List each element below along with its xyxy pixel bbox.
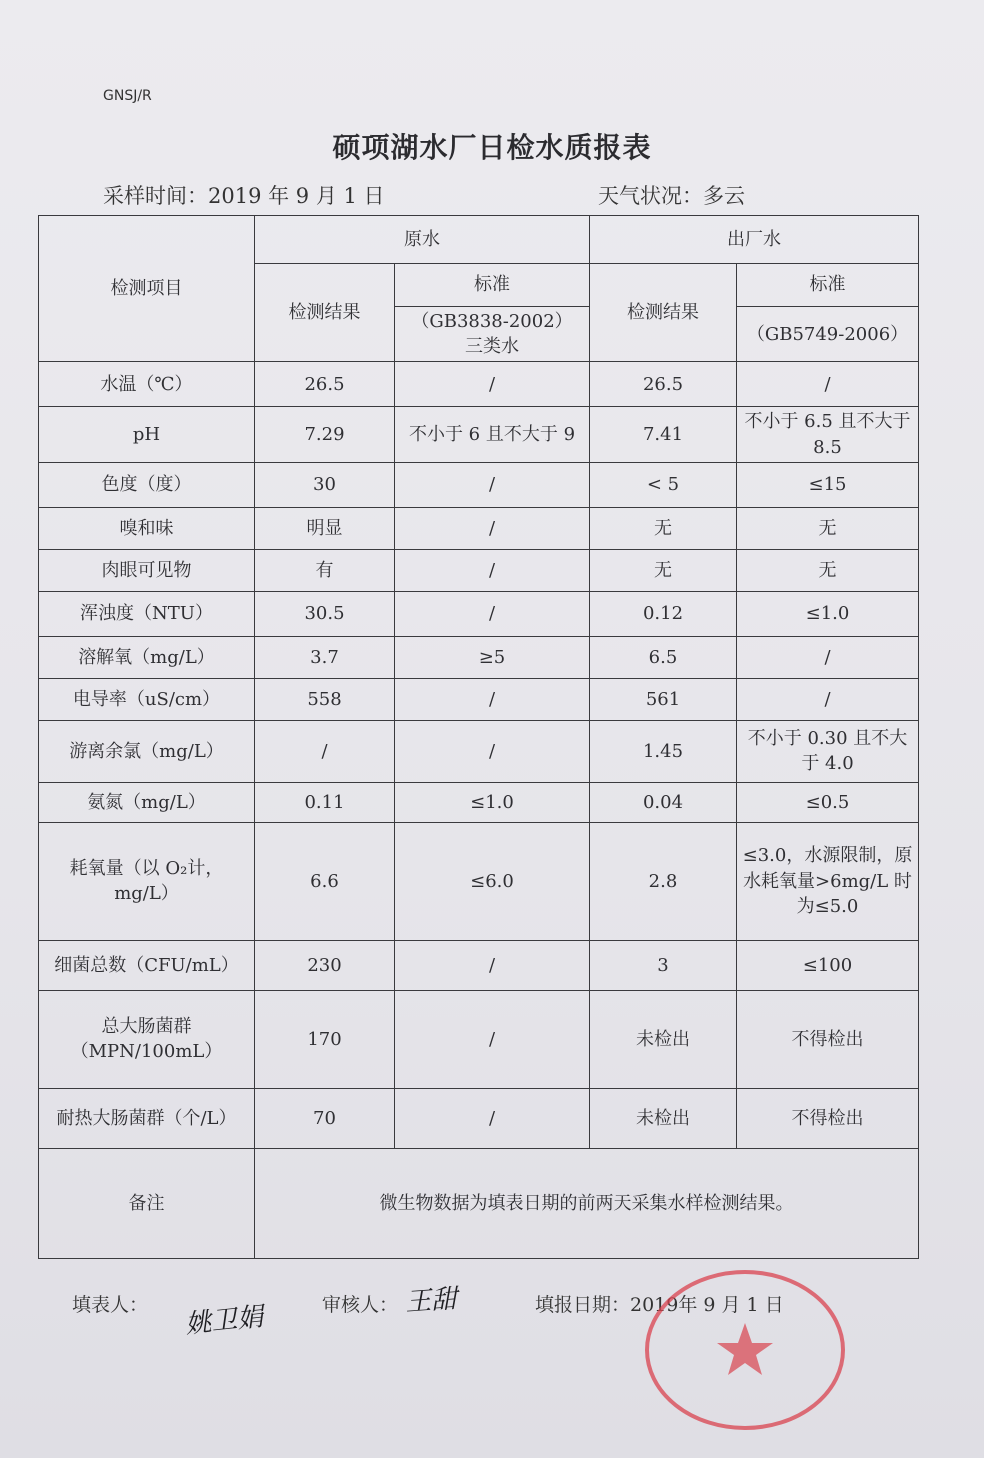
cell-raw: 70 [255, 1088, 395, 1148]
cell-raw: 7.29 [255, 407, 395, 462]
cell-out: 2.8 [590, 822, 737, 940]
cell-out: 561 [590, 678, 737, 720]
cell-item: 溶解氧（mg/L） [39, 636, 255, 678]
table-row [39, 990, 919, 1088]
table-row [39, 940, 919, 990]
cell-item: 氨氮（mg/L） [39, 782, 255, 822]
cell-out-std: 不得检出 [737, 990, 919, 1088]
cell-raw-std: / [395, 940, 590, 990]
cell-raw-std: / [395, 720, 590, 782]
reviewer-label: 审核人： [322, 1294, 399, 1316]
treated-water-header: 出厂水 [590, 216, 919, 264]
table-row [39, 720, 919, 782]
page-title: 硕项湖水厂日检水质报表 [332, 131, 652, 164]
table-row [39, 549, 919, 591]
cell-raw: 30 [255, 462, 395, 507]
cell-out-std: ≤3.0，水源限制，原水耗氧量>6mg/L 时为≤5.0 [737, 822, 919, 940]
cell-item: 肉眼可见物 [39, 549, 255, 591]
cell-out-std: ≤0.5 [737, 782, 919, 822]
sample-time: 采样时间：2019 年 9 月 1 日 [103, 184, 385, 208]
cell-out: 3 [590, 940, 737, 990]
filler-label: 填表人： [72, 1294, 149, 1316]
cell-item: 耗氧量（以 O₂计，mg/L） [39, 822, 255, 940]
cell-raw-std: / [395, 678, 590, 720]
raw-standard-code [395, 307, 590, 362]
cell-out: < 5 [590, 462, 737, 507]
filler-signature: 姚卫娟 [183, 1301, 265, 1340]
cell-item: 游离余氯（mg/L） [39, 720, 255, 782]
cell-out: 未检出 [590, 990, 737, 1088]
item-header: 检测项目 [39, 216, 255, 362]
cell-out: 7.41 [590, 407, 737, 462]
table-row [39, 636, 919, 678]
cell-item: 水温（℃） [39, 362, 255, 407]
cell-out: 1.45 [590, 720, 737, 782]
cell-raw-std: / [395, 549, 590, 591]
cell-raw-std: / [395, 1088, 590, 1148]
remarks-label: 备注 [39, 1148, 255, 1258]
cell-item: 总大肠菌群（MPN/100mL） [39, 990, 255, 1088]
cell-out-std: / [737, 678, 919, 720]
cell-out-std: 无 [737, 549, 919, 591]
cell-raw: 0.11 [255, 782, 395, 822]
treated-standard-header: 标准 [737, 264, 919, 307]
cell-raw: 170 [255, 990, 395, 1088]
cell-out: 0.12 [590, 591, 737, 636]
table-row [39, 462, 919, 507]
cell-out: 26.5 [590, 362, 737, 407]
cell-out-std: 无 [737, 507, 919, 549]
cell-out: 无 [590, 507, 737, 549]
cell-raw-std: ≤1.0 [395, 782, 590, 822]
cell-item: 色度（度） [39, 462, 255, 507]
treated-standard-code: （GB5749-2006） [737, 307, 919, 362]
cell-out-std: 不得检出 [737, 1088, 919, 1148]
table-row [39, 591, 919, 636]
cell-raw: 有 [255, 549, 395, 591]
cell-raw: 230 [255, 940, 395, 990]
cell-out: 6.5 [590, 636, 737, 678]
cell-item: 细菌总数（CFU/mL） [39, 940, 255, 990]
document-code: GNSJ/R [103, 88, 152, 104]
table-row [39, 782, 919, 822]
cell-out: 0.04 [590, 782, 737, 822]
cell-item: 耐热大肠菌群（个/L） [39, 1088, 255, 1148]
raw-standard-class-text: 三类水 [465, 336, 519, 358]
cell-raw-std: 不小于 6 且不大于 9 [395, 407, 590, 462]
cell-raw-std: ≥5 [395, 636, 590, 678]
cell-item: 浑浊度（NTU） [39, 591, 255, 636]
table-row [39, 507, 919, 549]
cell-raw: 3.7 [255, 636, 395, 678]
cell-raw-std: / [395, 591, 590, 636]
treated-result-header: 检测结果 [590, 264, 737, 362]
cell-raw: 6.6 [255, 822, 395, 940]
cell-raw-std: / [395, 462, 590, 507]
cell-raw: 明显 [255, 507, 395, 549]
cell-item: pH [39, 407, 255, 462]
cell-raw-std: ≤6.0 [395, 822, 590, 940]
seal-star-icon [717, 1323, 773, 1375]
cell-raw-std: / [395, 507, 590, 549]
cell-out-std: / [737, 362, 919, 407]
cell-item: 嗅和味 [39, 507, 255, 549]
cell-out-std: ≤1.0 [737, 591, 919, 636]
raw-result-header: 检测结果 [255, 264, 395, 362]
cell-out-std: ≤100 [737, 940, 919, 990]
cell-raw-std: / [395, 990, 590, 1088]
table-row [39, 362, 919, 407]
cell-raw: 26.5 [255, 362, 395, 407]
table-row [39, 407, 919, 462]
cell-out: 未检出 [590, 1088, 737, 1148]
cell-raw: 30.5 [255, 591, 395, 636]
cell-item: 电导率（uS/cm） [39, 678, 255, 720]
raw-standard-header: 标准 [395, 264, 590, 307]
table-row [39, 822, 919, 940]
cell-out-std: 不小于 0.30 且不大于 4.0 [737, 720, 919, 782]
cell-raw-std: / [395, 362, 590, 407]
table-row [39, 678, 919, 720]
cell-out-std: / [737, 636, 919, 678]
official-seal-stamp [640, 1265, 850, 1435]
water-quality-table [38, 215, 919, 1259]
cell-out-std: 不小于 6.5 且不大于 8.5 [737, 407, 919, 462]
reviewer-signature: 王甜 [404, 1284, 459, 1318]
remarks-text: 微生物数据为填表日期的前两天采集水样检测结果。 [255, 1148, 919, 1258]
table-row [39, 1088, 919, 1148]
raw-water-header: 原水 [255, 216, 590, 264]
cell-out: 无 [590, 549, 737, 591]
cell-raw: 558 [255, 678, 395, 720]
cell-raw: / [255, 720, 395, 782]
weather-status: 天气状况：多云 [598, 184, 745, 208]
cell-out-std: ≤15 [737, 462, 919, 507]
raw-standard-code-text: （GB3838-2002） [411, 311, 573, 332]
report-date: 填报日期：2019年 9 月 1 日 [535, 1294, 784, 1316]
